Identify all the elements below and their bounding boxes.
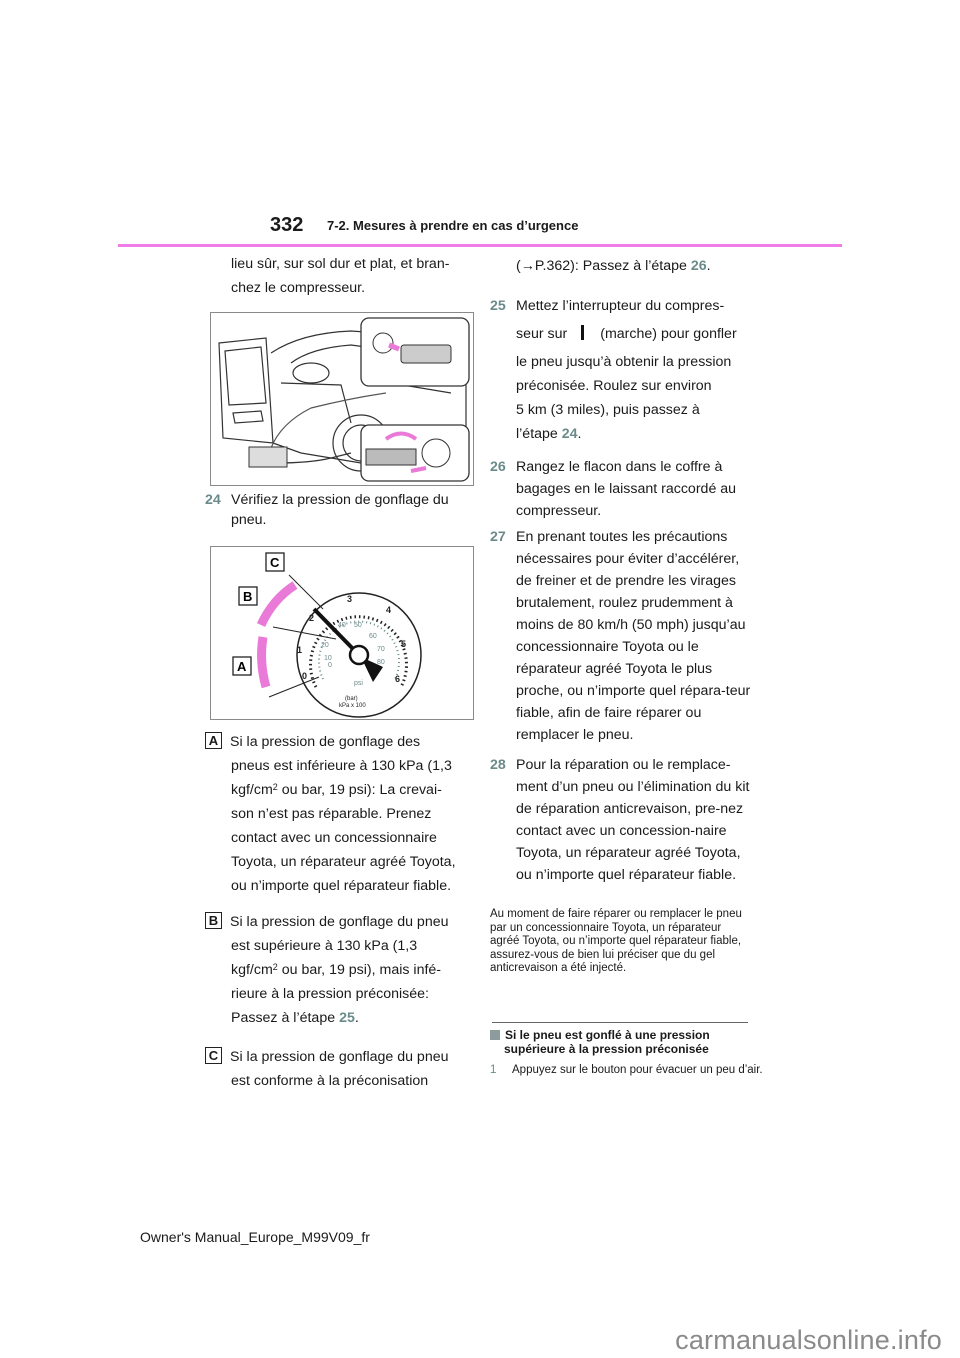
subsection-divider — [492, 1022, 748, 1023]
step-reference[interactable]: 25 — [339, 1010, 355, 1026]
label-b-icon: B — [205, 912, 222, 929]
subsection-step-1: 1 Appuyez sur le bouton pour évacuer un peu d’air. — [490, 1064, 763, 1076]
svg-text:60: 60 — [369, 633, 377, 640]
item-b: B Si la pression de gonflage du pneu est supérieure à 130 kPa (1,3 kgf/$cm^2$ ou bar, 19 psi), mais infé- rieure à la pression préconisée: Passez à l’étape 25. — [205, 910, 449, 1030]
step-number: 25 — [490, 298, 506, 314]
svg-text:(bar): (bar) — [345, 696, 358, 702]
step-27: 27 En prenant toutes les précautions nécessaires pour éviter d’accélérer, de freiner et de prendre les virages brutalement, roulez prudemment à moins de 80 km/h (50 mph) jusqu’au concessionnaire Toyota ou le réparateur agréé Toyota le plus proche, ou n’importe quel répara-teur fiable, afin de faire réparer ou remplacer le pneu. — [490, 526, 755, 746]
pressure-gauge-illustration — [211, 547, 473, 719]
step-reference[interactable]: 24 — [561, 426, 578, 442]
step-number: 24 — [205, 492, 221, 508]
svg-text:5: 5 — [401, 639, 407, 649]
header-rule — [118, 244, 842, 247]
footer-text: Owner's Manual_Europe_M99V09_fr — [140, 1229, 370, 1245]
step-number: 27 — [490, 529, 506, 545]
step-number: 1 — [490, 1064, 497, 1076]
gauge-figure — [210, 546, 474, 720]
step-25: 25 Mettez l’interrupteur du compres- seur sur (marche) pour gonfler le pneu jusqu’à obtenir la pression préconisée. Roulez sur environ 5 km (3 miles), puis passez à l’étape 24. — [490, 294, 737, 446]
step-number: 26 — [490, 459, 506, 475]
svg-text:B: B — [243, 589, 253, 604]
intro-text: lieu sûr, sur sol dur et plat, et bran- chez le compresseur. — [231, 256, 450, 296]
item-a: A Si la pression de gonflage des pneus est inférieure à 130 kPa (1,3 kgf/$cm^2$ ou bar, 19 psi): La crevai- son n’est pas réparable. Prenez contact avec un concessionnaire Toyota, un réparateur agréé Toyota, ou n’importe quel réparateur fiable. — [205, 730, 456, 898]
step-26: 26 Rangez le flacon dans le coffre à bagages en le laissant raccordé au compresseur. — [490, 456, 755, 522]
section-square-icon — [490, 1030, 500, 1040]
svg-text:70: 70 — [377, 646, 385, 653]
step-reference[interactable]: 26 — [690, 258, 707, 274]
watermark[interactable]: carmanualsonline.info — [675, 1325, 942, 1355]
svg-text:0: 0 — [328, 662, 332, 669]
page-number: 332 — [270, 214, 304, 236]
svg-text:kPa x 100: kPa x 100 — [339, 703, 366, 709]
svg-text:2: 2 — [309, 613, 315, 623]
svg-text:A: A — [237, 659, 247, 674]
svg-text:1: 1 — [297, 645, 303, 655]
compressor-connection-illustration — [211, 313, 473, 485]
label-c-icon: C — [205, 1047, 222, 1064]
compressor-figure — [210, 312, 474, 486]
svg-text:40: 40 — [338, 622, 346, 629]
note-text: Au moment de faire réparer ou remplacer le pneu par un concessionnaire Toyota, un réparateur agréé Toyota, ou n’importe quel réparateur fiable, assurez-vous de bien lui préciser que du gel anticrevaison a été injecté. — [490, 908, 742, 974]
svg-text:psi: psi — [354, 680, 363, 687]
svg-text:3: 3 — [347, 594, 353, 604]
svg-text:6: 6 — [395, 674, 401, 684]
subsection-heading: Si le pneu est gonflé à une pression supérieure à la pression préconisée — [490, 1028, 762, 1056]
step-28: 28 Pour la réparation ou le remplace-ment d’un pneu ou l’élimination du kit de réparation anticrevaison, pre-nez contact avec un concession-naire Toyota, un réparateur agréé Toyota, ou n’importe quel réparateur fiable. — [490, 754, 755, 886]
svg-text:C: C — [270, 555, 280, 570]
svg-text:4: 4 — [386, 605, 392, 615]
bar-tick-0: 0 — [302, 671, 308, 681]
continuation-text: (→P.362): Passez à l’étape 26. — [516, 258, 711, 274]
step-24: 24 Vérifiez la pression de gonflage du pneu. — [205, 492, 449, 528]
svg-text:50: 50 — [354, 622, 362, 629]
label-a-icon: A — [205, 732, 222, 749]
svg-text:20: 20 — [321, 642, 329, 649]
svg-text:10: 10 — [324, 655, 332, 662]
section-title: 7-2. Mesures à prendre en cas d’urgence — [327, 218, 579, 233]
step-number: 28 — [490, 757, 506, 773]
power-on-symbol-icon — [581, 325, 584, 340]
svg-text:80: 80 — [377, 659, 385, 666]
item-c: C Si la pression de gonflage du pneu est conforme à la préconisation — [205, 1045, 449, 1093]
